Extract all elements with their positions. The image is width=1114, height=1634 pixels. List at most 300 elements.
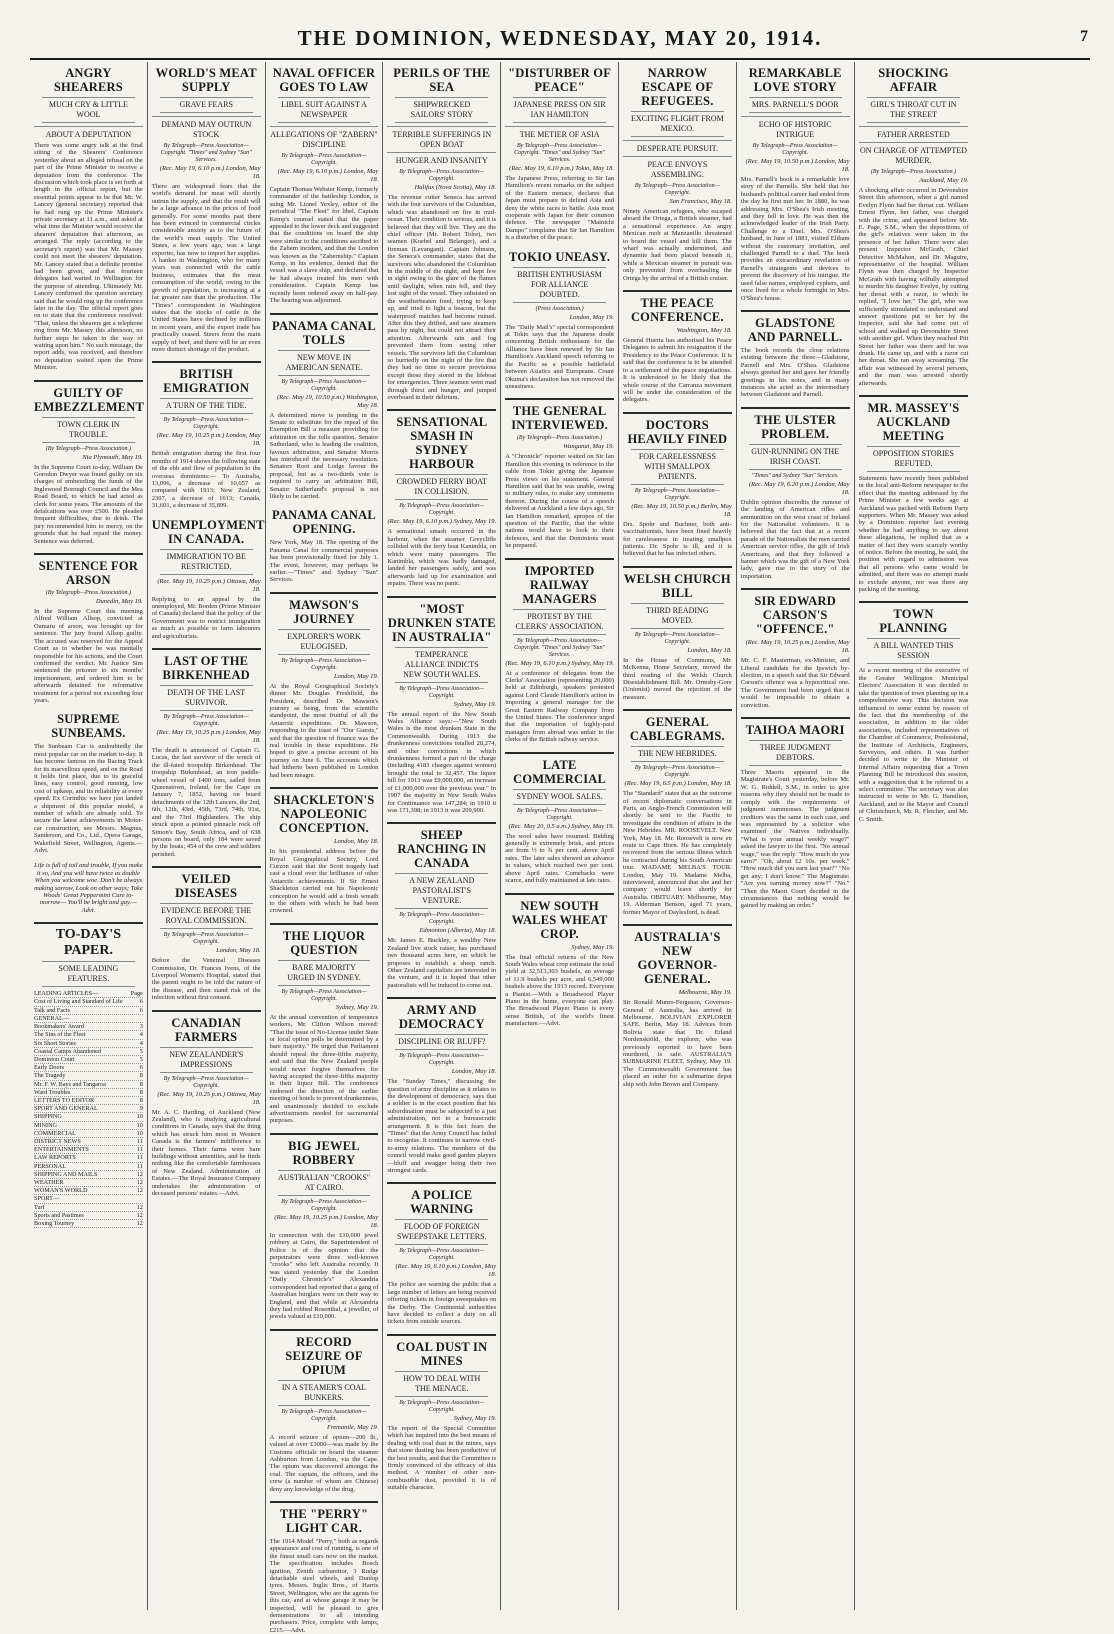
article-dateline: (Rec. May 19, 10.50 p.m.) Berlin, May 18.	[631, 502, 732, 518]
article	[505, 250, 614, 391]
article-headline: COAL DUST IN MINES	[396, 1339, 488, 1368]
wire-credit: By Telegraph—Press Association—Copyright.	[752, 143, 838, 156]
article-dateline: (Rec. May 19, 6.10 p.m.) Tokio, May 18.	[509, 165, 614, 172]
article-divider	[152, 361, 261, 363]
article-body: British emigration during the first four months of 1914 shows the following state of the ebb and flow of population to the overseas dominions:— To Australia, 13,096, a decrease of 10,657 as compared with 1913; New Zealand, 2307, a decrease of 1613; Canada, 31,601, a decrease of 35,899.	[151, 450, 261, 510]
wire-credit: By Telegraph—Press Association—Copyright.	[163, 1075, 249, 1089]
contents-page: 6	[139, 998, 143, 1006]
article-divider	[505, 398, 614, 400]
newspaper-columns	[30, 62, 1090, 1634]
article-dateline: (Rec. May 19, 10.25 p.m.) Ottawa, May 18.	[157, 577, 261, 593]
wire-credit: By Telegraph—Press Association—Copyright.	[281, 1198, 367, 1212]
article-subheading: BRITISH ENTHUSIASM FOR ALLIANCE DOUBTED.	[513, 267, 606, 303]
article-dateline: (Rec. May 19, 10.25 p.m.) Ottawa, May 18.	[157, 1090, 261, 1106]
contents-item: Boxing Tourney	[34, 1219, 75, 1227]
article-body: Sir Ronald Munro-Ferguson, Governor-General of Australia, has arrived in Melbourne. BOLIVIAN EXPLORER SAFE. Berlin, May 18. Advices from Bolivia state that Dr. Erland Nordenskiöld, the explorer, who was previously reported to have been murdered, is safe. AUSTRALIA'S SUBMARINE FLEET. Sydney, May 19. The Commonwealth Government has placed an order for a submarine depot ship with John Brown and Company.	[622, 999, 732, 1088]
article-dateline: Washington, May 18.	[676, 327, 732, 335]
article-subheading: GRAVE FEARS	[160, 97, 253, 113]
column-5	[501, 62, 619, 1610]
article-dateline: San Francisco, May 18.	[669, 198, 732, 205]
article-body: The report of the Special Committee which has inquired into the best means of dealing with coal dust in the mines, says that stone dusting has been productive of the best results, and that the Committee is firmly convinced of the efficacy of this method. A number of other non-combustible dust, provided it is of suitable character.	[387, 1424, 497, 1492]
article-divider	[505, 752, 614, 754]
article-divider	[270, 592, 379, 594]
article-subheading: THREE JUDGMENT DEBTORS.	[749, 740, 842, 766]
article-body: The police are warning the public that a large number of letters are being received offering tickets in foreign sweepstakes on the Derby. The Continental authorities have decided to collect a duty on all tickets from outside sources.	[387, 1281, 497, 1326]
article-headline: CANADIAN FARMERS	[171, 1015, 242, 1044]
article-headline: TOKIO UNEASY.	[508, 249, 611, 264]
article-dateline: London, May 18.	[333, 838, 379, 846]
contents-row	[34, 1195, 143, 1203]
article-headline: TOWN PLANNING	[879, 607, 948, 636]
article-headline: THE LIQUOR QUESTION	[282, 928, 366, 957]
contents-item: The Tragedy	[34, 1072, 66, 1080]
article-headline: SUPREME SUNBEAMS.	[51, 712, 126, 741]
article-body: A record seizure of opium—200 lb., valued at over £3000—was made by the Customs officials on board the steamer Ashburton from London, via the Cape. The opium was discovered amongst the coal. The captain, the officers, and the crew (a number of whom are Chinese) deny any knowledge of the drug.	[269, 1433, 379, 1493]
contents-item: Ward Troubles	[34, 1088, 71, 1096]
article	[270, 508, 379, 583]
contents-row	[34, 1179, 143, 1187]
article	[623, 572, 732, 701]
article-dateline: (Rec. May 19, 6.5 p.m.) London, May 18.	[624, 780, 732, 788]
article	[623, 296, 732, 404]
article	[34, 927, 143, 1228]
contents-page: 4	[139, 1031, 143, 1039]
article	[859, 401, 969, 594]
article	[859, 607, 969, 823]
article	[34, 66, 143, 372]
article-subheading: DEMAND MAY OUTRUN STOCK	[152, 116, 261, 140]
wire-credit: (Press Association.)	[535, 305, 584, 312]
article-subheading: HOW TO DEAL WITH THE MENACE.	[395, 1371, 488, 1397]
column-7	[737, 62, 855, 1610]
contents-row	[34, 1007, 143, 1015]
wire-credit: By Telegraph—Press Association—Copyright.	[634, 487, 720, 501]
section-heading: TO-DAY'S PAPER.	[55, 927, 122, 959]
article-body: The death is announced of Captain G. Lucas, the last survivor of the wreck of the ill-fated troopship Birkenhead. The troopship Birkenhead, an iron paddle-wheel vessel of 1400 tons, sailed from Queenstown, Ireland, for the Cape on January 7, 1852, having on board detachments of the 12th Lancers, the 2nd, 6th, 12th, 43rd, 45th, 73rd, 74th, 91st, and the 73rd Highlanders. The ship struck upon a pointed pinnacle rock off Simon's Bay, South Africa, and of 638 persons on board, only 184 were saved by the boats; 454 of the crew and soldiers perished.	[151, 747, 261, 858]
article	[270, 793, 379, 915]
article-headline: TAIHOA MAORI	[745, 723, 845, 738]
article-subheading: PROTEST BY THE CLERKS' ASSOCIATION.	[513, 609, 606, 635]
article-subheading: TERRIBLE SUFFERINGS IN OPEN BOAT	[387, 126, 496, 150]
article-divider	[859, 395, 969, 397]
wire-credit: (By Telegraph—Press Association.)	[516, 435, 603, 442]
article-body: The "Standard" states that as the outcome of recent diplomatic conversations in Paris, an Anglo-French Commission will shortly be sent to the Pacific to investigate the condition of affairs in the New Hebrides. MR. ROOSEVELT. New York, May 18. Mr. Roosevelt is now en route to Cape Horn. He has completely recovered from the serious illness which he contracted during his South American tour. MADAME MELBA'S TOUR. London, May 19. Madame Melba, interviewed, announced that she and her company would leave shortly for Australia. OBITUARY. Melbourne, May 19. Alderman Benson, aged 71 years, former Mayor of Daylesford, is dead.	[622, 790, 732, 916]
article	[741, 413, 850, 580]
wire-credit: (By Telegraph—Press Association.)	[870, 169, 957, 175]
contents-item: Sports and Pastimes	[34, 1211, 84, 1219]
article	[387, 1188, 496, 1325]
article-body: Captain Thomas Webster Kemp, formerly commander of the battleship London, is suing Mr. Lionel Yexley, editor of the periodical "The Fleet" for libel. Captain Kemp's counsel stated that the paper appealed to the lower deck and suggested that the conditions on board the ship were similar to the conditions ascribed to the Zabern incident, and that the London was known as the "Zabernship." Captain Kemp, in his evidence, denied that the vessel was a slave ship, and declared that he had always treated his men with consideration. Captain Kemp has recently been ordered away on half-pay. The hearing was adjourned.	[269, 186, 379, 305]
article	[505, 564, 614, 744]
wire-credit: (By Telegraph—Press Association.)	[45, 590, 132, 597]
article-subheading: DEATH OF THE LAST SURVIVOR.	[160, 685, 253, 711]
article-subheading: THIRD READING MOVED.	[631, 603, 724, 629]
wire-credit: By Telegraph—Press Association—Copyright. "Times" and Sydney "Sun" Services.	[514, 637, 606, 658]
article-divider	[152, 866, 261, 868]
article-dateline: (Rec. May 19, 10.25 p.m.) London, May 18.	[156, 729, 261, 745]
contents-item: DISTRICT NEWS	[34, 1137, 81, 1145]
article-body: At the annual convention of temperance workers, Mr. Clifton Wilson moved: "That the issue of No-License under State or local option polls be determined by a bare majority." He urged that Parliament should repeal the three-fifths majority, and said that the New Zealand people would never forgive themselves for having accepted the three-fifths majority in their liquor Bill. The conference endorsed the direction of the earlier meeting of hotels to prevent drunkenness, and unanimously decided to exclude advertisements needed for sacramental purposes.	[269, 1013, 379, 1125]
article-subheading: IN A STEAMER'S COAL BUNKERS.	[278, 1380, 371, 1406]
article-body: At a conference of delegates from the Clerks' Association (representing 20,000) held at Edinburgh, speakers protested against Lord Claude Hamilton's action in importing a general manager for the Great Eastern Railway Company from the United States. The conference urged that the importation of highly-paid managers from abroad was unfair to the clerks of the British railway service.	[505, 669, 614, 744]
contents-row	[34, 1023, 143, 1031]
contents-item: COMMERCIAL	[34, 1129, 76, 1137]
article-subheading: TEMPERANCE ALLIANCE INDICTS NEW SOUTH WALES.	[395, 647, 488, 683]
article-headline: SHOCKING AFFAIR	[878, 66, 949, 94]
article-divider	[623, 412, 732, 414]
article-divider	[34, 380, 143, 382]
article	[387, 66, 496, 401]
article-divider	[623, 709, 732, 711]
article-dateline: (Rec. May 19, 10.50 p.m.) London, May 18.	[745, 158, 850, 173]
article-body: The "Daily Mail's" special correspondent at Tokio says that the Japanese doubt concerning British enthusiasm for the Alliance have been renewed by Sir Ian Hamilton's Auckland speech referring to the Pacific as a possible battlefield between Asiatics and Europeans. Count Okuma's declaration has not removed the uneasiness.	[505, 323, 614, 390]
contents-page: 10	[136, 1121, 143, 1129]
article-dateline: Edmonton (Alberta), May 18.	[419, 927, 497, 935]
contents-item: ENTERTAINMENTS	[34, 1146, 89, 1154]
contents-page: 12	[136, 1170, 143, 1178]
contents-item: The Sins of the Fleet	[34, 1031, 86, 1039]
article	[270, 598, 379, 779]
article-body: New York, May 18. The opening of the Panama Canal for commercial purposes has been provisionally fixed for July 1. The event, however, may perhaps be earlier.—"Times" and Sydney "Sun" Services.	[269, 539, 379, 584]
article	[505, 899, 614, 1028]
article-body: The 1914 Model "Perry," both as regards appearance and cost of running, is one of the finest small cars now on the market. The specification includes Bosch ignition, Zenith carburettor, 3 Rudge detachable steel wheels, and Dunlop tyres. Messrs. Inglis Bros., of Harris Street, Wellington, who are the agents for this car, and at whose garage it may be inspected, will be pleased to give demonstrations to all intending purchasers. Price, complete with lamps, £215.—Advt.	[269, 1537, 379, 1634]
contents-page: 4	[139, 1039, 143, 1047]
article-body: The "Sunday Times," discussing the question of army discipline as it relates to the development of democracy, says that a soldier is in the exact position that his subordination must be subjected to a just administration, not to a bureaucratic arrangement. It is this fact fears the "Times" that the Army Council has failed to recognise. It continues to narrow civil-to-army relations. The members of the council would make good garden players—bluff and swagger being their two strongest cards.	[387, 1078, 497, 1175]
article-subheading: GIRL'S THROAT CUT IN THE STREET	[867, 97, 961, 123]
article-subheading: IMMIGRATION TO BE RESTRICTED.	[160, 549, 253, 575]
article-dateline: Halifax (Nova Scotia), May 18.	[414, 184, 497, 191]
article-headline: SENSATIONAL SMASH IN SYDNEY HARBOUR	[396, 415, 488, 472]
article	[623, 66, 732, 282]
article-body: In connection with the £10,000 jewel robbery at Cairo, the Superintendent of Police is of the opinion that the perpetrators were three well-known "crooks" who left Australia recently. It was stated yesterday that the London "Daily Chronicle's" Alexandria correspondent had reported that a gang of Australian burglars were on their way to England, and that while at Alexandria they had robbed Rosenthal, a jeweller, of jewels valued at £10,000.	[269, 1231, 379, 1321]
article	[505, 66, 614, 242]
article-subheading: MUCH CRY & LITTLE WOOL	[42, 97, 135, 123]
contents-item: WOMAN'S WORLD	[34, 1187, 88, 1195]
article	[387, 415, 496, 587]
article-subheading: LIBEL SUIT AGAINST A NEWSPAPER	[278, 97, 371, 123]
article	[34, 862, 143, 914]
contents-row	[34, 1154, 143, 1162]
article-dateline: (Rec. May 19, 10.25 p.m.) London, May 18.	[156, 432, 261, 448]
wire-credit: By Telegraph—Press Association—Copyright.	[634, 765, 720, 779]
contents-row	[34, 1220, 143, 1228]
article-headline: "MOST DRUNKEN STATE IN AUSTRALIA"	[387, 601, 496, 644]
article-subheading: CROWDED FERRY BOAT IN COLLISION.	[395, 474, 488, 500]
contents-row	[34, 1081, 143, 1089]
article-body: A "Chronicle" reporter waited on Sir Ian Hamilton this evening in reference to the cable from Tokio giving the Japanese Press views on his statement. General Hamilton said that he was unable, owing to military rules, to make any comments thereon. During the course of a speech delivered at Auckland a few days ago, Sir Ian Hamilton remarked, apropos of the question of the Pacific, that the white nations would have to look to their defences, and that the Dominions must be prepared.	[505, 453, 614, 550]
newspaper-title: THE DOMINION, WEDNESDAY, MAY 20, 1914.	[297, 26, 823, 50]
contents-item: LAW REPORTS	[34, 1154, 76, 1162]
article-body: Dublin opinion discredits the rumour of the landing of American rifles and ammunition on the west coast of Ireland for the Nationalist volunteers. It is believed that the fact that at a recent parade of the Nationalists the men carried American service rifles, the gift of Irish Americans, and that they followed a banner which was the gift of a New York lady, gave rise to the story of the importation.	[740, 498, 850, 580]
contents-page: 8	[139, 1088, 143, 1096]
contents-row	[34, 1204, 143, 1212]
contents-row	[34, 990, 143, 998]
contents-page: 5	[139, 1047, 143, 1055]
contents-row	[34, 1171, 143, 1179]
article-body: There are widespread fears that the world's demand for meat will shortly outrun the supply, and that the result will be a large advance in the prices of food generally. For some months past there has been evinced in commercial circles considerable anxiety as to the future of the world's meat supply. The United States, a few years ago, was a large exporter, has now to import her supplies. A banker in Washington, who for many years was connected with the cattle business, estimates that the meat consumption of the world, owing to the growth of population, is increasing at a far greater rate than the production. The "Times" correspondent in Washington states that the stocks of cattle in the United States have declined by millions in recent years, and the export trade has practically ceased. Steers from the main supply of beef, and there will be an even more distinct shortage of the product.	[151, 183, 261, 353]
article-headline: GLADSTONE AND PARNELL.	[747, 315, 843, 344]
contents-page: 5	[139, 1055, 143, 1063]
article-dateline: London, May 19.	[333, 672, 379, 680]
column-4	[383, 62, 501, 1610]
article-headline: MAWSON'S JOURNEY	[289, 597, 359, 626]
article-headline: WORLD'S MEAT SUPPLY	[155, 66, 257, 94]
article-body: The revenue cutter Seneca has arrived with the four survivors of the Columbian, which was abandoned on fire in mid-ocean. Their condition is serious, and it is believed that they will live. They are the chief officer (Mr. Robert Tolre), two seamen (Koebel and Belanger), and a fireman (Levangant). Captain Johnson, the Seneca's commander, states that the survivors who abandoned the Columbian in the middle of the night, and kept few in sight owing to the glare of the flames until daylight, when rain fell, and they lost sight of the vessel. They subsisted on the weatherbeaten food, trying to keep up, and tried to light a beacon, but the waterproof matches had become ruined. After this they drifted, and saw steamers pass by night, but could not attract their attention. Afterwards rain and fog prevented them from seeing other vessels. The survivors left the Columbian so hurriedly on the night of the fire that they had no time to secure provisions except those they stored in the lifeboat for emergencies. Three seamen went mad through thirst and hunger, and jumped overboard in their delirium.	[387, 194, 497, 401]
contents-row	[34, 1048, 143, 1056]
article-dateline: Sydney, May 19.	[453, 700, 497, 708]
article-dateline: Sydney, May 19.	[453, 1414, 497, 1422]
article	[623, 715, 732, 916]
wire-credit: By Telegraph—Press Association—Copyright.	[281, 988, 367, 1002]
contents-item: Turf	[34, 1203, 45, 1211]
contents-row	[34, 1105, 143, 1113]
contents-row	[34, 1113, 143, 1121]
wire-credit: By Telegraph—Press Association—Copyright.	[281, 153, 367, 166]
article-headline: NARROW ESCAPE OF REFUGEES.	[641, 66, 714, 108]
article-divider	[270, 923, 379, 925]
contents-row	[34, 1064, 143, 1072]
contents-page: 11	[136, 1154, 143, 1162]
contents-row	[34, 1138, 143, 1146]
article-divider	[270, 1329, 379, 1331]
wire-credit: By Telegraph—Press Association—Copyright.	[399, 1248, 485, 1262]
contents-page: 11	[136, 1137, 143, 1145]
article-divider	[387, 997, 496, 999]
article-headline: GENERAL CABLEGRAMS.	[629, 715, 725, 744]
contents-page: 12	[136, 1203, 143, 1211]
article-body: The book records the close relations existing between the three—Gladstone, Parnell and Mrs. O'Shea. Gladstone always greeted her and gave her friendly greetings in his notes, and in many instances she acted as the intermediary between Gladstone and Parnell.	[740, 346, 850, 399]
article-subheading: PEACE ENVOYS ASSEMBLING.	[623, 156, 732, 180]
article-subheading: FATHER ARRESTED	[859, 126, 969, 140]
article-subheading: DESPERATE PURSUIT.	[623, 140, 732, 154]
article-headline: PANAMA CANAL TOLLS	[272, 318, 376, 347]
article-dateline: (Rec. May 19, 6.10 p.m.) London, May 18.	[277, 168, 379, 183]
article-body: In his presidential address before the Royal Geographical Society, Lord Curzon said that the Scott tragedy had cast a cloud over the brilliance of other Antarctic achievements. If Sir Ernest Shackleton carried out his Napoleonic conception he would add a fresh wreath to the others with which he had been crowned.	[269, 848, 379, 915]
article-body: The wool sales have resumed. Bidding generally is extremely brisk, and prices are from ½ to ¾ per cent. above April rates. The later sales showed an advance in values, which reached two per cent. above April rates. Comebacks were scarce, and fully maintained at late rates.	[505, 832, 614, 885]
article-body: Ninety American refugees, who escaped aboard the Ortega, a British steamer, had a sensational experience. An angry Mexican mob at Manzanillo threatened to board the vessel and kill them. The wharf was actually undermined, and dynamite had been placed beneath it, while a Mexican steamer in pursuit was only prevented from overhauling the Ortega by the arrival of a British cruiser.	[622, 208, 732, 282]
article-dateline: Sydney, May 19.	[335, 1003, 379, 1011]
article-headline: PANAMA CANAL OPENING.	[272, 508, 376, 537]
article	[151, 517, 265, 640]
contents-row	[34, 1040, 143, 1048]
article-divider	[505, 558, 614, 560]
article-subheading: A TURN OF THE TIDE.	[160, 398, 253, 414]
article-headline: "DISTURBER OF PEACE"	[508, 66, 612, 94]
article-subheading: TOWN CLERK IN TROUBLE.	[42, 417, 135, 443]
article-dateline: (Rec. May 20, 0.5 a.m.) Sydney, May 19.	[508, 822, 614, 830]
article-headline: SENTENCE FOR ARSON	[38, 559, 139, 588]
contents-item: SHIPPING	[34, 1113, 62, 1121]
contents-item: Early Doors	[34, 1064, 65, 1072]
contents-page: 12	[136, 1211, 143, 1219]
contents-page: 12	[136, 1187, 143, 1195]
article-dateline: (Rec. May 19, 10.25 p.m.) London, May 18.	[274, 1213, 379, 1229]
wire-credit: By Telegraph—Press Association—Copyright.	[163, 417, 249, 431]
article-subheading: SHIPWRECKED SAILORS' STORY	[395, 97, 488, 123]
article-body: Mr. James E. Buckley, a wealthy New Zealand live stock raiser, has purchased two thousand acres here, on which he proposes to establish a sheep ranch. Other Zealand capitalists are interested in the venture, and it is hoped that other pastoralists will be induced to come out.	[387, 937, 497, 989]
article-dateline: (Rec. May 19, 6.10 p.m.) London, May 18.	[395, 1263, 497, 1279]
article-subheading: BARE MAJORITY URGED IN SYDNEY.	[278, 960, 371, 986]
contents-page: 11	[136, 1162, 143, 1170]
article	[623, 418, 732, 558]
article-divider	[34, 553, 143, 555]
article-headline: BRITISH EMIGRATION	[163, 367, 250, 396]
article-divider	[623, 924, 732, 926]
column-6	[619, 62, 737, 1610]
article-divider	[859, 601, 969, 603]
article	[741, 594, 850, 709]
contents-row	[34, 1146, 143, 1154]
article-headline: ARMY AND DEMOCRACY	[398, 1003, 485, 1032]
article-dateline: (Rec. May 19, 10.25 p.m.) London, May 18.	[745, 639, 850, 655]
contents-page: 6	[139, 1006, 143, 1014]
article-headline: VEILED DISEASES	[175, 872, 238, 901]
article-dateline: London, May 18.	[216, 947, 261, 955]
article-divider	[741, 717, 850, 719]
article	[152, 367, 261, 509]
article	[152, 66, 261, 353]
contents-row	[34, 1056, 143, 1064]
article-body: The annual report of the New South Wales Alliance says:—"New South Wales is the most drunken State in the Commonwealth. During 1913 the drunkenness convictions totalled 28,274, and other convictions in which drunkenness formed a part of the charge (including 4183 charges against women) brought the total to 32,457. The liquor bill for 1913 was £9,000,000, an increase of £1,000,000 over the previous year." In 1907 the majority in New South Wales for Continuance was 147,284; in 1910 it was 171,398; in 1913 it was 209,900.	[387, 710, 497, 814]
article-divider	[387, 409, 496, 411]
article-dateline: Sydney, May 19.	[571, 943, 614, 951]
article	[505, 758, 614, 885]
article-headline: ANGRY SHEARERS	[53, 66, 123, 94]
article	[152, 872, 261, 1001]
wire-credit: By Telegraph—Press Association—Copyright.	[399, 503, 485, 517]
article-dateline: London, May 18.	[451, 1068, 497, 1076]
article-body: Statements have recently been published in the local anti-Reform newspaper to the effect that the meeting addressed by the Prime Minister a few weeks ago at Auckland was packed with Reform Party supporters. When Mr. Massey was asked by a Dominion reporter last evening whether he had anything to say about these allegations, he replied that as a matter of fact they were scarcely worthy of notice. Before the meeting, he said, the position with regard to admission was that all persons who came would be admitted, and there was no attempt made to exclude anyone, nor was there any packing of the meeting.	[858, 474, 969, 594]
contents-row	[34, 1089, 143, 1097]
contents-page: 8	[139, 1080, 143, 1088]
article-subheading: MRS. PARNELL'S DOOR	[749, 97, 842, 113]
article-body: At a recent meeting of the executive of the Greater Wellington Municipal Electors' Association it was decided to take the question of town planning up in a comprehensive way. This decision was influenced to some extent by reason of the fact that the membership of the association, in addition to the older associations, included representatives of the Chamber of Commerce, Professional, the Institute of Architects, Engineers, Surveyors, and others. It was further decided to write to the Minister of Internal Affairs requesting that a Town Planning Bill be introduced this session, with a suggestion that it be referred to a select committee. The secretary was also instructed to write to Mr. G. Hamilton, Auckland, and to the Mayor and Council of Christchurch, Mr. R. Fletcher, and Mr. C. Smith.	[858, 667, 969, 823]
article	[34, 559, 143, 704]
article-dateline: (Rec. May 19, 6.10 p.m.) Sydney, May 19.	[387, 518, 497, 526]
article	[741, 66, 850, 302]
article-headline: PERILS OF THE SEA	[393, 66, 491, 94]
contents-row	[34, 1097, 143, 1105]
article-body: Mrs. Parnell's book is a remarkable love story of the Parnells. She held that her husband's political career had ended from the day he first met her. In 1880, he was addressing Mrs. O'Shea's Irish meeting, and they fell in love. He was then the acknowledged leader of the Irish Party. Challenge to a Duel. Mrs. O'Shea's husband, in June of 1881, visited Eltham without the customary invitation, and challenged Parnell to a duel. The book provides an extraordinary revelation of Parnell's strategems and devices to prevent the discovery of his intrigue. He used false names, employed cyphers, and once lived for a whole fortnight in Mrs. O'Shea's house.	[740, 176, 850, 302]
contents-item: GENERAL—	[34, 1014, 70, 1022]
article-divider	[387, 822, 496, 824]
wire-credit: By Telegraph—Press Association—Copyright.	[399, 169, 485, 182]
article-subheading: SYDNEY WOOL SALES.	[513, 789, 606, 805]
contents-row	[34, 1187, 143, 1195]
article-body: There was some angry talk at the final sitting of the Shearers' Conference yesterday about an alleged refusal on the part of the Prime Minister to receive a deputation from the conference. The discussion which took place is set forth at length in the official report, but the essential points appear to be that Mr. W. Lancey (general secretary) reported that he had rung up the Prime Minister's private secretary at 11 a.m., and asked at what time the Minister would receive the shearers' deputation that afternoon, as arranged. The reply (according to the secretary's report) was that Mr. Massey could not meet the shearers' deputation. Mr. Lancey stated that a definite promise had been given, and that fourteen delegates had waited in Wellington for the purpose of attending. Ultimately Mr. Lancey confirmed the question secretary said that he would ring up the conference later in the day. The official report goes on to state that the conference resolved: "That, unless the shearers get a telephone ring from Mr. Massey this afternoon, no further steps be taken in the way of waiting upon him." No such message, the report adds, was received, and therefore no deputation waited upon the Prime Minister.	[34, 142, 143, 372]
article-divider	[741, 407, 850, 409]
article-divider	[270, 1133, 379, 1135]
wire-credit: By Telegraph—Press Association—Copyright.	[399, 912, 485, 926]
contents-item: PERSONAL	[34, 1162, 66, 1170]
article	[859, 66, 969, 387]
contents-item: Six Short Stories	[34, 1039, 76, 1047]
article-body: Drs. Spohr and Buchner, both anti-vaccinationists, have been fined heavily for carelessness in treating smallpox patients. Dr. Spohr is ill, and it is believed that he has infected others.	[622, 520, 732, 558]
wire-credit: By Telegraph—Press Association—Copyright.	[281, 378, 367, 392]
article-divider	[152, 1010, 261, 1012]
article-body: The Japanese Press, referring to Sir Ian Hamilton's recent remarks on the subject of the Eastern menace, declares that Japan must prepare to defend Asia and deny the white races to battle. Asia must cooperate with Japan for their common defence. The newspaper "Mainichi Dampo" complains that Sir Ian Hamilton is a disturber of the peace.	[505, 175, 614, 242]
article-headline: THE ULSTER PROBLEM.	[754, 412, 836, 441]
article-dateline: London, May 18.	[687, 646, 732, 654]
article-subheading: NEW ZEALANDER'S IMPRESSIONS	[160, 1047, 253, 1073]
contents-page: 9	[139, 1105, 143, 1113]
wire-credit: By Telegraph—Press Association—Copyright.	[399, 1399, 485, 1413]
article-body: Mr. C. F. Masterman, ex-Minister, and Liberal candidate for the Ipswich by-election, in a speech said that Sir Edward Carson's offence was a hypocritical one. The Government had been urged that it would be impossible to obtain a conviction.	[740, 657, 850, 709]
article-divider	[152, 648, 261, 650]
article-subheading: JAPANESE PRESS ON SIR IAN HAMILTON	[513, 97, 606, 123]
article	[387, 828, 496, 989]
article-headline: LAST OF THE BIRKENHEAD	[162, 654, 250, 683]
article-divider	[387, 1182, 496, 1184]
wire-credit: By Telegraph—Press Association—Copyright.	[634, 631, 720, 645]
wire-credit: "Times" and Sydney "Sun" Services.	[751, 472, 839, 479]
article	[741, 316, 850, 399]
article-subheading: ON CHARGE OF ATTEMPTED MURDER.	[859, 142, 969, 166]
contents-page: 8	[139, 1072, 143, 1080]
contents-row	[34, 998, 143, 1006]
advertisement-text: Life is full of toil and trouble, If you make it so, And you will have twice as double When you welcome woe. Don't be always making sorrow, Look on other ways; Take Woods' Great Peppermint Cure to-morrow— You'll be bright and gay.—Advt.	[34, 862, 143, 914]
article-headline: SIR EDWARD CARSON'S "OFFENCE."	[754, 594, 836, 637]
column-8	[855, 62, 973, 1610]
contents-item: Cost of Living and Standard of Life	[34, 998, 123, 1006]
wire-credit: (By Telegraph—Press Association.)	[45, 445, 132, 452]
article-body: In the House of Commons, Mr. McKenna, Home Secretary, moved the third reading of the Welsh Church Disestablishment Bill. Mr. Ormsby-Gore (Unionist) moved the rejection of the measure.	[622, 656, 732, 701]
contents-item: SHIPPING AND MAILS	[34, 1170, 98, 1178]
article	[270, 66, 379, 305]
article-subheading: A NEW ZEALAND PASTORALIST'S VENTURE.	[395, 873, 488, 909]
article	[270, 929, 379, 1125]
contents-page: 11	[136, 1146, 143, 1154]
article-body: In the Supreme Court this morning Alfred William Allsop, convicted at Oamaru of arson, was brought up for sentence. The jury found Allsop guilty. The accused was reserved for the Appeal Court as to whether he was mentally responsible for his actions, and the Court confirmed the verdict. Mr. Justice Sim sentenced the prisoner to six months' imprisonment, and ordered him to be afterwards detained for reformative treatment for a period not exceeding four years.	[34, 608, 143, 704]
article-subheading: SOME LEADING FEATURES.	[42, 961, 135, 987]
column-2	[148, 62, 266, 1610]
article-headline: DOCTORS HEAVILY FINED	[627, 417, 728, 446]
contents-item: WEATHER	[34, 1178, 64, 1186]
article	[152, 1016, 261, 1198]
article-divider	[270, 1501, 379, 1503]
article-dateline: (Rec. May 19, 6.10 p.m.) London, May 18.	[159, 165, 261, 180]
article-subheading: ABOUT A DEPUTATION	[34, 126, 143, 140]
contents-item: Coastal Camps Abandoned	[34, 1047, 102, 1055]
article	[387, 1340, 496, 1492]
article-divider	[741, 588, 850, 590]
article-headline: AUSTRALIA'S NEW GOVERNOR-GENERAL.	[634, 930, 721, 987]
article-subheading: NEW MOVE IN AMERICAN SENATE.	[278, 350, 371, 376]
contents-item: SPORT AND GENERAL	[34, 1105, 98, 1113]
article-subheading: FOR CARELESSNESS WITH SMALLPOX PATIENTS.	[631, 449, 724, 485]
article-subheading: FLOOD OF FOREIGN SWEEPSTAKE LETTERS.	[395, 1219, 488, 1245]
article-dateline: Nia Plymouth, May 19.	[82, 453, 143, 461]
contents-row	[34, 1212, 143, 1220]
article-subheading: THE METIER OF ASIA	[505, 126, 614, 140]
article-headline: REMARKABLE LOVE STORY	[748, 66, 842, 94]
article-dateline: (Rec. May 19, 6.20 p.m.) London, May 18.	[748, 480, 850, 496]
article-headline: GUILTY OF EMBEZZLEMENT	[34, 385, 145, 414]
article-body: The Sunbeam Car is undoubtedly the most popular car on the market to-day. It has become famous on the Racing Track for its marvellous speed, and on the Road it holds first place, due to its graceful lines, easy control, good running, low cost of upkeep, and its reliability at every speed. Ex Corinthic we have just landed a shipment of this popular model, a number of which are already sold. To secure the latest achievements in Motor-car construction, see Messrs. Magnus, Sanderson, and Co., Ltd., Opera Garage, Wakefield Street, Wellington, Agents.—Advt.	[34, 743, 143, 855]
article	[505, 404, 614, 549]
article-divider	[741, 310, 850, 312]
wire-credit: By Telegraph—Press Association—Copyright.	[163, 714, 249, 728]
article	[270, 1139, 379, 1321]
wire-credit: By Telegraph—Press Association—Copyright. "Times" and Sydney "Sun" Services.	[514, 143, 606, 163]
article-headline: MR. MASSEY'S AUCKLAND MEETING	[867, 400, 960, 443]
article-subheading: OPPOSITION STORIES REFUTED.	[867, 446, 961, 472]
article-dateline: Fremantle, May 19.	[327, 1423, 379, 1431]
wire-credit: By Telegraph—Press Association—Copyright.	[634, 183, 720, 196]
article-dateline: (Rec. May 19, 10.50 p.m.) Washington, May 18.	[276, 393, 379, 409]
article-headline: SHACKLETON'S NAPOLEONIC CONCEPTION.	[273, 793, 375, 836]
article-subheading: ECHO OF HISTORIC INTRIGUE	[741, 116, 850, 140]
